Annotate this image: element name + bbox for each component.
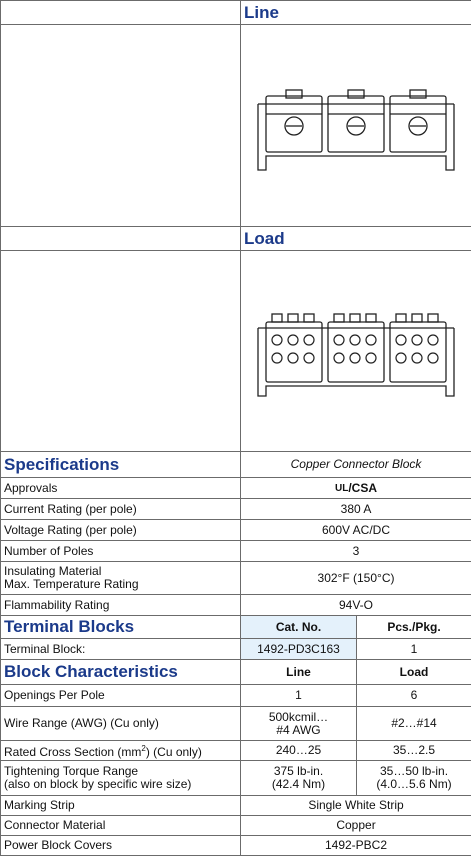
cross-section-label-sup: 2: [141, 744, 146, 753]
wire-range-line-2: #4 AWG: [276, 722, 321, 737]
specifications-heading: Specifications: [1, 452, 241, 478]
torque-line-2: (42.4 Nm): [271, 777, 326, 791]
terminal-blocks-heading: Terminal Blocks: [1, 616, 241, 639]
torque-load: [357, 761, 471, 796]
cross-section-label: [1, 741, 241, 761]
line-left-blank: [1, 1, 241, 25]
torque-label-line2: (also on block by specific wire size): [4, 777, 192, 791]
insulating-material-label: [1, 562, 241, 595]
wire-range-line-1: 500kcmil…: [268, 709, 329, 724]
wire-range-label: Wire Range (AWG) (Cu only): [1, 707, 241, 741]
terminal-block-cat-no: 1492-PD3C163: [241, 639, 357, 660]
openings-line: 1: [241, 685, 357, 707]
load-column-header: Load: [357, 660, 471, 685]
connector-material-label: Connector Material: [1, 816, 241, 836]
poles-value: 3: [241, 541, 471, 562]
approvals-value: [241, 478, 471, 499]
load-terminal-diagram: [246, 300, 466, 400]
cross-section-label-b: ) (Cu only): [145, 745, 202, 759]
line-section-title: Line: [241, 1, 471, 25]
torque-label-line1: Tightening Torque Range: [4, 764, 139, 778]
torque-line-1: 375 lb-in.: [273, 764, 324, 778]
cross-section-load: 35…2.5: [357, 741, 471, 761]
power-block-covers-label: Power Block Covers: [1, 836, 241, 856]
wire-range-line: [241, 707, 357, 741]
torque-label: [1, 761, 241, 796]
torque-load-2: (4.0…5.6 Nm): [376, 777, 452, 791]
product-name: Copper Connector Block: [241, 452, 471, 478]
cat-no-header: Cat. No.: [241, 616, 357, 639]
flammability-value: 94V-O: [241, 595, 471, 616]
poles-label: Number of Poles: [1, 541, 241, 562]
load-left-blank-2: [1, 251, 241, 452]
csa-text: /CSA: [348, 480, 378, 495]
voltage-rating-label: Voltage Rating (per pole): [1, 520, 241, 541]
ul-logo: UL: [335, 482, 349, 494]
torque-line: [241, 761, 357, 796]
line-left-blank-2: [1, 25, 241, 227]
current-rating-label: Current Rating (per pole): [1, 499, 241, 520]
wire-range-load: #2…#14: [357, 707, 471, 741]
load-figure-cell: [241, 251, 471, 452]
connector-material-value: Copper: [241, 816, 471, 836]
marking-strip-value: Single White Strip: [241, 796, 471, 816]
pcs-pkg-header: Pcs./Pkg.: [357, 616, 471, 639]
cross-section-label-a: Rated Cross Section (mm: [4, 745, 142, 759]
insulating-material-line1: Insulating Material: [4, 564, 102, 578]
terminal-block-pcs: 1: [357, 639, 471, 660]
insulating-material-line2: Max. Temperature Rating: [4, 577, 139, 591]
openings-label: Openings Per Pole: [1, 685, 241, 707]
current-rating-value: 380 A: [241, 499, 471, 520]
block-characteristics-heading: Block Characteristics: [1, 660, 241, 685]
power-block-covers-value: 1492-PBC2: [241, 836, 471, 856]
openings-load: 6: [357, 685, 471, 707]
terminal-block-label: Terminal Block:: [1, 639, 241, 660]
line-column-header: Line: [241, 660, 357, 685]
load-left-blank: [1, 227, 241, 251]
approvals-label: Approvals: [1, 478, 241, 499]
line-terminal-diagram: [246, 74, 466, 174]
voltage-rating-value: 600V AC/DC: [241, 520, 471, 541]
cross-section-line: 240…25: [241, 741, 357, 761]
flammability-label: Flammability Rating: [1, 595, 241, 616]
marking-strip-label: Marking Strip: [1, 796, 241, 816]
line-figure-cell: [241, 25, 471, 227]
temperature-rating-value: 302°F (150°C): [241, 562, 471, 595]
torque-load-1: 35…50 lb-in.: [379, 764, 449, 778]
load-section-title: Load: [241, 227, 471, 251]
